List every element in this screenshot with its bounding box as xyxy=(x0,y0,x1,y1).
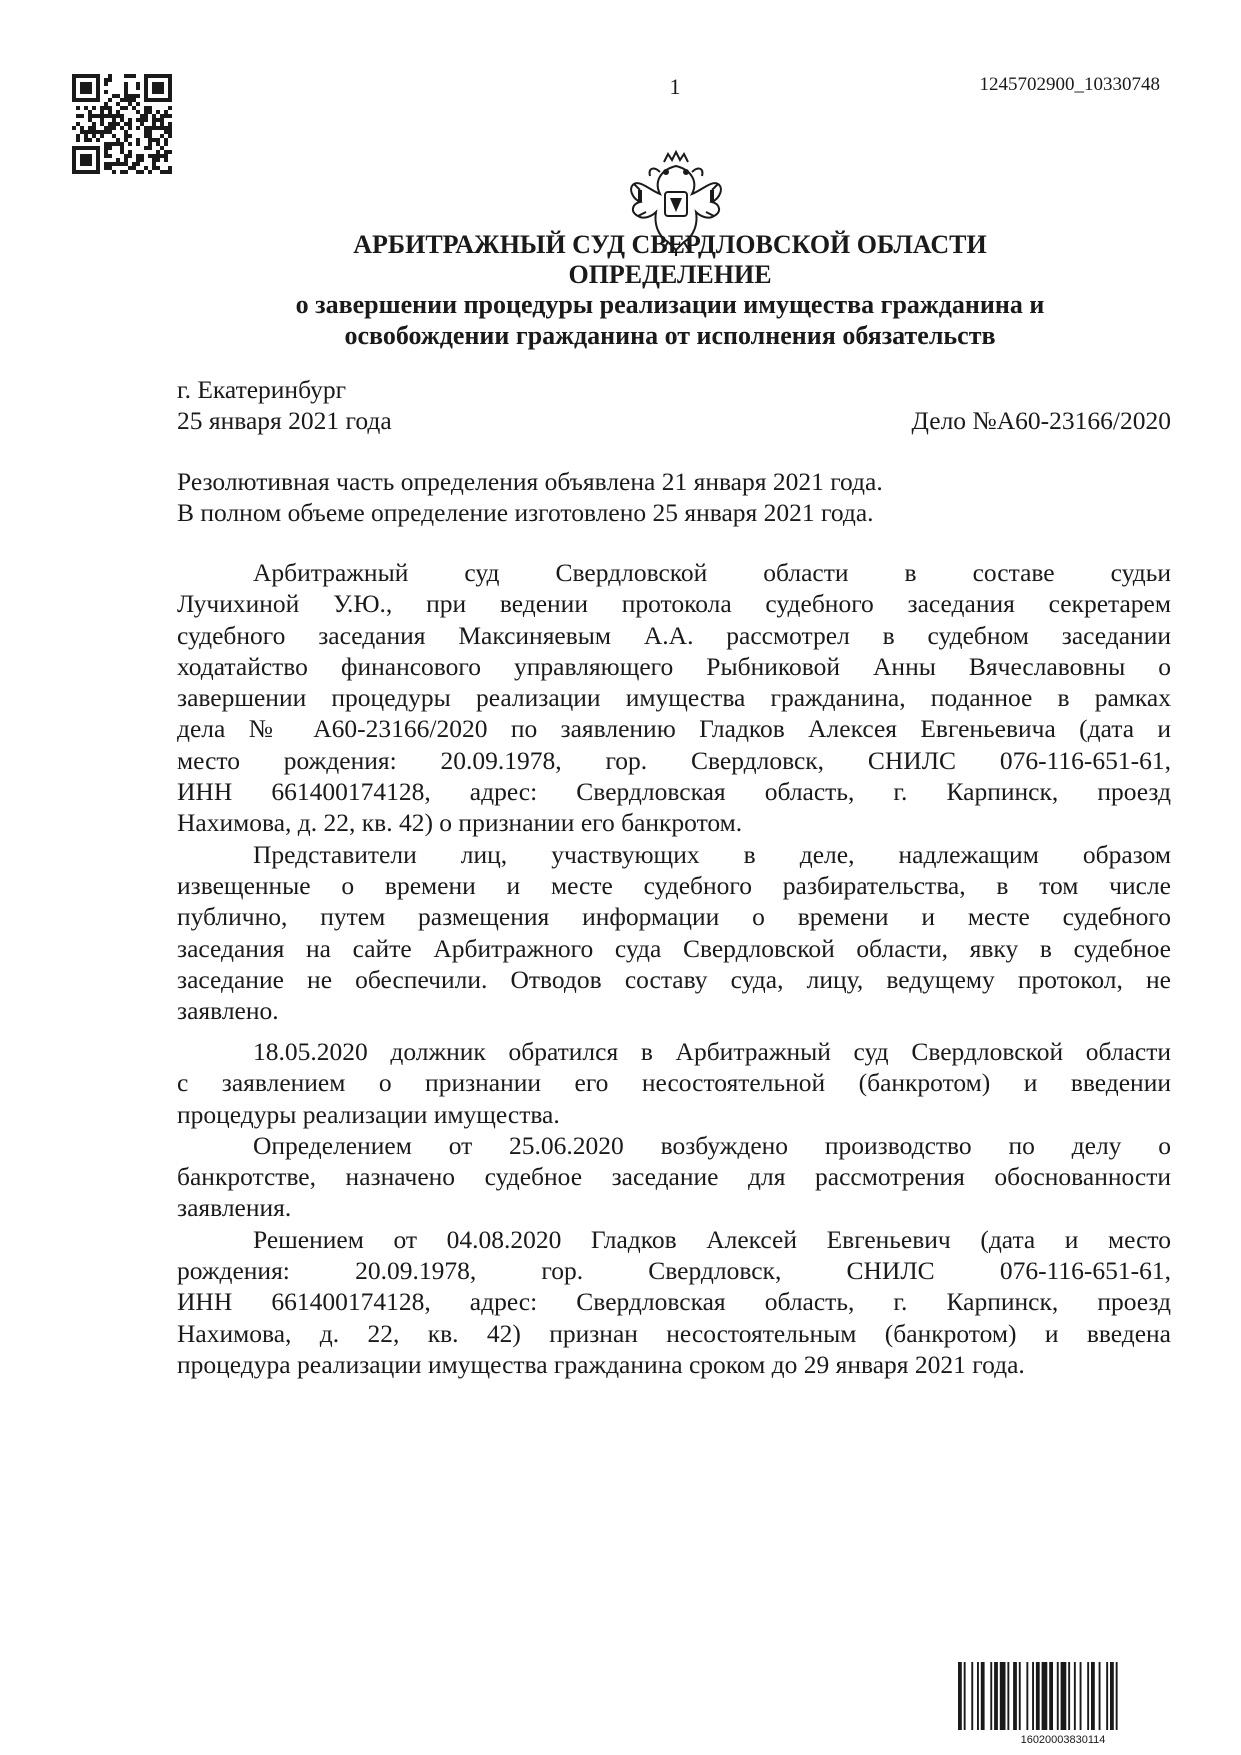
text-line: Нахимова, д. 22, кв. 42) о признании его банкротом. xyxy=(177,808,743,838)
text-line: Представители лиц, участвующих в деле, надлежащим образом xyxy=(253,839,1171,869)
announcement-note: Резолютивная часть определения объявлена 21 января 2021 года. xyxy=(177,467,883,496)
document-type: ОПРЕДЕЛЕНИЕ xyxy=(568,260,772,289)
text-line: извещенные о времени и месте судебного разбирательства, в том числе xyxy=(177,870,1171,900)
text-line: Арбитражный суд Свердловской области в составе судьи xyxy=(253,558,1171,587)
text-line: 18.05.2020 должник обратился в Арбитражный суд Свердловской области xyxy=(253,1037,1171,1066)
text-line: заседание не обеспечили. Отводов составу суда, лицу, ведущему протокол, не xyxy=(177,964,1171,994)
qr-code-icon xyxy=(72,72,172,176)
text-line: Определением от 25.06.2020 возбуждено производство по делу о xyxy=(253,1130,1171,1160)
text-line: ходатайство финансового управляющего Рыбниковой Анны Вячеславовны о xyxy=(177,651,1171,681)
text-line: публично, путем размещения информации о времени и месте судебного xyxy=(177,902,1171,932)
text-line: завершении процедуры реализации имущества гражданина, поданное в рамках xyxy=(177,683,1171,713)
text-line: заявления. xyxy=(177,1193,292,1223)
paragraph-1 xyxy=(177,557,1171,1026)
text-line: Решением от 04.08.2020 Гладков Алексей Евгеньевич (дата и место xyxy=(253,1224,1171,1254)
decision-date: 25 января 2021 года xyxy=(177,406,392,436)
barcode-digits: 16020003830114 xyxy=(1020,1734,1106,1746)
full-text-note: В полном объеме определение изготовлено 25 января 2021 года. xyxy=(177,498,874,528)
text-line: процедура реализации имущества гражданина сроком до 29 января 2021 года. xyxy=(177,1349,1025,1379)
barcode-icon xyxy=(958,1662,1168,1730)
city: г. Екатеринбург xyxy=(177,375,347,404)
text-line: с заявлением о признании его несостоятельной (банкротом) и введении xyxy=(177,1068,1171,1098)
text-line: Лучихиной У.Ю., при ведении протокола судебного заседания секретарем xyxy=(177,589,1171,619)
subject-line-2: освобождении гражданина от исполнения обязательств xyxy=(344,321,996,350)
text-line: заседания на сайте Арбитражного суда Свердловской области, явку в судебное xyxy=(177,933,1171,963)
text-line: банкротстве, назначено судебное заседание для рассмотрения обоснованности xyxy=(177,1162,1171,1192)
paragraph-3 xyxy=(177,1036,1171,1380)
text-line: заявлено. xyxy=(177,996,279,1026)
text-line: Нахимова, д. 22, кв. 42) признан несостоятельным (банкротом) и введена xyxy=(177,1318,1171,1348)
text-line: место рождения: 20.09.1978, гор. Свердловск, СНИЛС 076-116-651-61, xyxy=(177,745,1171,775)
text-line: процедуры реализации имущества. xyxy=(177,1099,560,1129)
text-line: ИНН 661400174128, адрес: Свердловская область, г. Карпинск, проезд xyxy=(177,1287,1171,1317)
page-number: 1 xyxy=(669,74,681,99)
case-number: Дело №А60-23166/2020 xyxy=(911,406,1171,436)
text-line: дела № А60-23166/2020 по заявлению Гладков Алексея Евгеньевича (дата и xyxy=(177,714,1171,744)
text-line: ИНН 661400174128, адрес: Свердловская область, г. Карпинск, проезд xyxy=(177,777,1171,807)
text-line: рождения: 20.09.1978, гор. Свердловск, СНИЛС 076-116-651-61, xyxy=(177,1256,1171,1286)
court-name: АРБИТРАЖНЫЙ СУД СВЕРДЛОВСКОЙ ОБЛАСТИ xyxy=(353,230,987,259)
text-line: судебного заседания Максиняевым А.А. рассмотрел в судебном заседании xyxy=(177,620,1171,650)
document-id: 1245702900_10330748 xyxy=(979,74,1160,95)
subject-line-1: о завершении процедуры реализации имущества гражданина и xyxy=(295,290,1045,319)
